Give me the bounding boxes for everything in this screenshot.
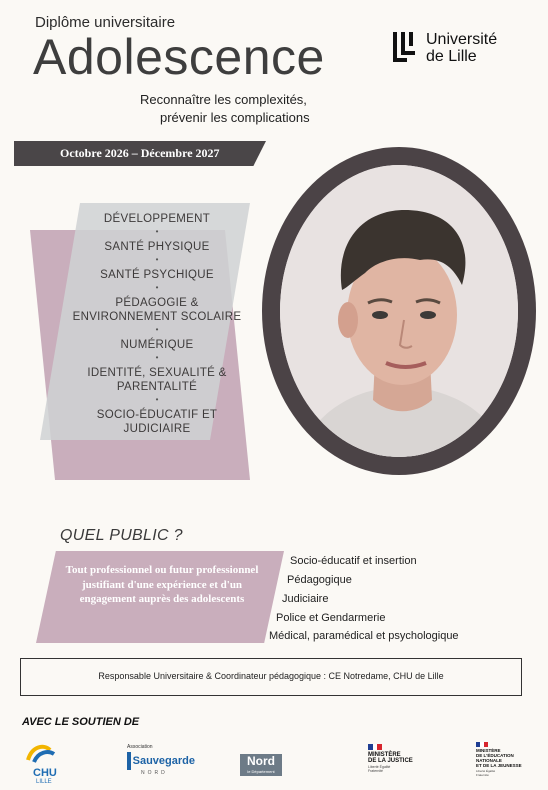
- responsible-box: [20, 658, 522, 696]
- page-title: Adolescence: [33, 29, 325, 85]
- education-logo: [476, 742, 536, 786]
- responsible-text: Responsable Universitaire & Coordinateur pédagogique : CE Notredame, CHU de Lille: [98, 671, 444, 681]
- topic-item: SANTÉ PSYCHIQUE: [100, 269, 214, 281]
- portrait-illustration: [280, 165, 518, 457]
- education-line-1: MINISTÈRE: [476, 748, 501, 753]
- audience-item: Judiciaire: [282, 593, 329, 605]
- french-flag-icon: [476, 742, 488, 747]
- justice-logo: [368, 744, 428, 786]
- education-line-2: DE L'ÉDUCATION: [476, 753, 514, 758]
- chu-line-1: CHU: [33, 767, 57, 779]
- sauvegarde-logo: [127, 744, 195, 786]
- nord-sub: le Département: [247, 769, 275, 774]
- chu-line-2: LILLE: [36, 779, 52, 785]
- justice-line-2: DE LA JUSTICE: [368, 758, 413, 764]
- sauvegarde-square-icon: [127, 752, 131, 770]
- nord-logo: [240, 754, 282, 776]
- public-title: QUEL PUBLIC ?: [60, 527, 183, 544]
- bullet-dot-icon: •: [155, 395, 159, 404]
- diploma-label: Diplôme universitaire: [35, 14, 176, 31]
- bullet-dot-icon: •: [155, 325, 159, 334]
- justice-motto: Liberté Égalité Fraternité: [368, 765, 391, 773]
- audience-item: Socio-éducatif et insertion: [290, 555, 417, 567]
- topic-item: NUMÉRIQUE: [120, 339, 194, 351]
- support-title: AVEC LE SOUTIEN DE: [22, 716, 140, 728]
- chu-wave-icon: [24, 742, 64, 764]
- nord-name: Nord: [247, 754, 275, 768]
- sauvegarde-sub: NORD: [141, 770, 168, 776]
- topic-item: PÉDAGOGIE & ENVIRONNEMENT SCOLAIRE: [72, 297, 242, 323]
- bullet-dot-icon: •: [155, 255, 159, 264]
- audience-item: Médical, paramédical et psychologique: [269, 630, 459, 642]
- topic-item: DÉVELOPPEMENT: [103, 213, 211, 225]
- education-line-3: NATIONALE: [476, 758, 502, 763]
- education-line-4: ET DE LA JEUNESSE: [476, 763, 522, 768]
- date-range: Octobre 2026 – Décembre 2027: [60, 146, 220, 160]
- chu-lille-logo: [24, 742, 64, 784]
- sauvegarde-top: Association: [127, 744, 153, 750]
- portrait-photo: [280, 165, 518, 457]
- subtitle-line-2: prévenir les complications: [160, 110, 310, 125]
- sauvegarde-mark: [127, 752, 195, 770]
- bullet-dot-icon: •: [155, 227, 159, 236]
- bullet-dot-icon: •: [155, 283, 159, 292]
- sauvegarde-name: Sauvegarde: [132, 755, 195, 767]
- subtitle-line-1: Reconnaître les complexités,: [140, 92, 307, 107]
- topic-item: SANTÉ PHYSIQUE: [104, 241, 210, 253]
- subtitle: [140, 91, 310, 127]
- logo-line-1: Université: [426, 31, 498, 48]
- french-flag-icon: [368, 744, 382, 750]
- bullet-dot-icon: •: [155, 353, 159, 362]
- audience-item: Pédagogique: [287, 574, 352, 586]
- audience-item: Police et Gendarmerie: [276, 612, 386, 624]
- logo-text: [426, 31, 497, 65]
- logo-line-2: de Lille: [426, 48, 477, 65]
- universite-lille-mark-icon: [392, 30, 420, 64]
- justice-line-1: MINISTÈRE: [368, 752, 401, 758]
- public-description: Tout professionnel ou futur professionnel justifiant d'une expérience et d'un engagement auprès des adolescents: [65, 564, 259, 605]
- education-motto: Liberté Égalité Fraternité: [476, 769, 496, 777]
- universite-lille-logo: [392, 30, 522, 70]
- topic-item: IDENTITÉ, SEXUALITÉ & PARENTALITÉ: [87, 367, 227, 393]
- topics-list: [62, 212, 252, 436]
- topic-item: SOCIO-ÉDUCATIF ET JUDICIAIRE: [96, 409, 218, 435]
